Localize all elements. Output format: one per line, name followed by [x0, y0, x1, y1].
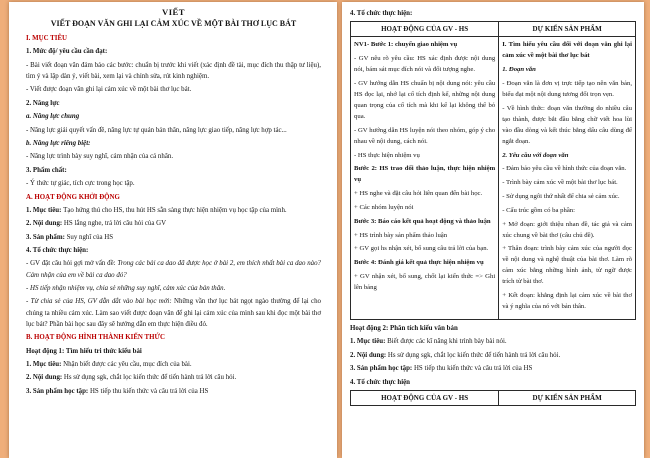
- text-run: Tạo hứng thú cho HS, thu hút HS sẵn sàng thực hiện nhiệm vụ học tập của mình.: [63, 206, 287, 214]
- text-run: 3. Sản phẩm học tập:: [350, 365, 414, 373]
- paragraph: [350, 363, 636, 374]
- text-run: + HS trình bày sản phẩm thảo luận: [354, 231, 448, 239]
- doc-title: VIẾT: [161, 7, 185, 17]
- paragraph: [26, 60, 321, 82]
- text-run: 1. Mức độ/ yêu cầu cần đạt:: [26, 48, 108, 56]
- text-run: 3. Sản phẩm học tập:: [26, 387, 90, 395]
- paragraph: [354, 53, 495, 75]
- text-run: 2. Nội dung:: [26, 374, 64, 382]
- text-run: - Từ chia sẻ của HS, GV dẫn dắt vào bài học mới:: [26, 298, 174, 306]
- text-run: I. Tìm hiểu yêu cầu đối với đoạn văn ghi lại cảm xúc về một bài thơ lục bát: [502, 41, 632, 60]
- table1-cell-product: [499, 37, 636, 320]
- text-run: 2. Yêu cầu với đoạn văn: [502, 151, 569, 159]
- text-run: - Năng lực trình bày suy nghĩ, cảm nhận của cá nhân.: [26, 153, 174, 161]
- page-right: [342, 2, 644, 458]
- text-run: a. Năng lực chung: [26, 113, 80, 121]
- table2-header-gv-hs: HOẠT ĐỘNG CỦA GV - HS: [351, 390, 499, 405]
- paragraph: [26, 258, 321, 280]
- paragraph: [26, 332, 321, 343]
- text-run: 1. Mục tiêu:: [26, 361, 64, 369]
- paragraph: [354, 257, 495, 268]
- text-run: + Kết đoạn: khẳng định lại cảm xúc về bài thơ và ý nghĩa của nó với bản thân.: [502, 292, 632, 311]
- table1-header-gv-hs: HOẠT ĐỘNG CỦA GV - HS: [351, 22, 499, 37]
- text-run: HS tiếp thu kiến thức và câu trả lời của HS: [413, 365, 533, 373]
- paragraph: [354, 216, 495, 227]
- text-run: - Năng lực giải quyết vấn đề, năng lực tự quản bản thân, năng lực giao tiếp, năng lực hợp tác...: [26, 126, 287, 134]
- paragraph: [502, 150, 632, 161]
- paragraph: [502, 39, 632, 61]
- text-run: - GV hướng dẫn HS luyện nói theo nhóm, góp ý cho nhau về nội dung, cách nói.: [354, 126, 496, 145]
- text-run: Bước 4: Đánh giá kết quả thực hiện nhiệm vụ: [354, 259, 484, 267]
- paragraph: [26, 218, 321, 229]
- paragraph: [354, 271, 495, 293]
- paragraph: [26, 372, 321, 383]
- text-run: 3. Phẩm chất:: [26, 166, 67, 174]
- text-run: - Ý thức tự giác, tích cực trong học tập.: [26, 180, 135, 188]
- text-run: + GV gọi hs nhận xét, bổ sung câu trả lời của bạn.: [354, 245, 489, 253]
- text-run: Biết được các kĩ năng khi trình bày bài nói.: [387, 338, 507, 346]
- paragraph: [26, 33, 321, 44]
- paragraph: [502, 243, 632, 287]
- text-run: - Đảm bảo yêu cầu về hình thức của đoạn văn.: [502, 165, 627, 173]
- table1-cell-gv-hs: [351, 37, 499, 320]
- text-run: - GV hướng dẫn HS chuẩn bị nội dung nói: yêu cầu HS đọc lại, nhớ lại cổ tích định kể, những nội dung quan trọng của cổ tích mà khi kể lại không thể bỏ qua.: [354, 79, 496, 120]
- paragraph: [26, 232, 321, 243]
- paragraph: [350, 350, 636, 361]
- text-run: 1. Mục tiêu:: [26, 206, 64, 214]
- text-run: B. HOẠT ĐỘNG HÌNH THÀNH KIẾN THỨC: [26, 334, 165, 342]
- text-run: + Mở đoạn: giới thiệu nhan đề, tác giả và cảm xúc chung về bài thơ (câu chủ đề).: [502, 220, 632, 239]
- paragraph: [26, 46, 321, 57]
- paragraph: [354, 202, 495, 213]
- text-run: b. Năng lực riêng biệt:: [26, 139, 91, 147]
- text-run: + GV nhận xét, bổ sung, chốt lại kiến thức => Ghi lên bảng: [354, 272, 496, 291]
- paragraph: [26, 111, 321, 122]
- text-run: NV1- Bước 1: chuyển giao nhiệm vụ: [354, 41, 458, 49]
- paragraph: [502, 205, 632, 216]
- text-run: - HS tiếp nhận nhiệm vụ, chia sẻ những suy nghĩ, cảm xúc của bản thân.: [26, 285, 226, 293]
- text-run: - Cấu trúc gồm có ba phần:: [502, 206, 575, 214]
- text-run: - Về hình thức: đoạn văn thường do nhiều câu tạo thành, được bắt đầu bằng chữ viết hoa lùi vào đầu dòng và kết thúc bằng dấu câu dùng để ngắt đoạn.: [502, 104, 632, 145]
- text-run: Hs sử dụng sgk, chắt lọc kiến thức để tiến hành trả lời câu hỏi.: [63, 374, 237, 382]
- paragraph: [26, 165, 321, 176]
- paragraph: [354, 125, 495, 147]
- text-run: 2. Nội dung:: [26, 220, 64, 228]
- text-run: Những vần thơ lục bát ngọt ngào thường để lại cho chúng ta nhiều cảm xúc. Làm sao viết được đoạn văn để ghi lại cảm xúc của mình sau khi đọc một bài thơ lục bát? Phần bài học sau đây sẽ hướng dẫn em thực hiện điều đó.: [26, 298, 321, 328]
- text-run: 4. Tổ chức thực hiện:: [26, 247, 89, 255]
- paragraph: [502, 78, 632, 100]
- text-run: - GV nêu rõ yêu cầu: HS xác định được nội dung nói, bám sát mục đích nói và đối tượng nghe.: [354, 55, 496, 74]
- text-run: Suy nghĩ của HS: [66, 233, 114, 241]
- table1-body-row: [351, 37, 636, 320]
- text-run: - HS thực hiện nhiệm vụ: [354, 151, 420, 159]
- paragraph: [502, 177, 632, 188]
- table2-header-row: [351, 390, 636, 405]
- text-run: HS lắng nghe, trả lời câu hỏi của GV: [63, 220, 167, 228]
- text-run: - Trình bày cảm xúc về một bài thơ lục bát.: [502, 179, 618, 187]
- table1-header-product: DỰ KIẾN SẢN PHẨM: [499, 22, 636, 37]
- text-run: 4. Tổ chức thực hiện: [350, 378, 411, 386]
- paragraph: [354, 163, 495, 185]
- text-run: Nhận biết được các yêu cầu, mục đích của bài.: [63, 361, 192, 369]
- paragraph: [26, 138, 321, 149]
- paragraph: [354, 243, 495, 254]
- text-run: + Thân đoạn: trình bày cảm xúc của người đọc về nội dung và nghệ thuật của bài thơ. Làm rõ cảm xúc bằng những hình ảnh, từ ngữ được trích từ bài thơ.: [502, 245, 632, 286]
- paragraph: [502, 163, 632, 174]
- doc-subtitle: VIẾT ĐOẠN VĂN GHI LẠI CẢM XÚC VỀ MỘT BÀI THƠ LỤC BÁT: [50, 19, 297, 28]
- paragraph: [502, 191, 632, 202]
- paragraph: [26, 84, 321, 95]
- paragraph: [354, 39, 495, 50]
- paragraph: [26, 125, 321, 136]
- text-run: Bước 3: Báo cáo kết quả hoạt động và thảo luận: [354, 217, 491, 225]
- text-run: Hoạt động 1: Tìm hiểu tri thức kiểu bài: [26, 347, 142, 355]
- paragraph: [350, 336, 636, 347]
- paragraph: [350, 377, 636, 388]
- text-run: 1. Đoạn văn: [502, 66, 536, 74]
- text-run: 2. Năng lực: [26, 99, 60, 107]
- paragraph: [502, 103, 632, 147]
- paragraph: [26, 296, 321, 330]
- activity-table-1: [350, 21, 636, 320]
- right-page-top: [350, 8, 636, 19]
- text-run: - Sử dụng ngôi thứ nhất để chia sẻ cảm xúc.: [502, 192, 620, 200]
- paragraph: [26, 346, 321, 357]
- text-run: 1. Mục tiêu:: [350, 338, 388, 346]
- paragraph: [26, 192, 321, 203]
- text-run: 2. Nội dung:: [350, 351, 388, 359]
- text-run: + HS nghe và đặt câu hỏi liên quan đến bài học.: [354, 190, 483, 198]
- left-page-body: [26, 33, 321, 397]
- paragraph: [354, 188, 495, 199]
- paragraph: [350, 323, 636, 334]
- activity-table-2: [350, 390, 636, 406]
- text-run: HS tiếp thu kiến thức và câu trả lời của HS: [89, 387, 209, 395]
- paragraph: [26, 359, 321, 370]
- text-run: Bước 2: HS trao đổi thảo luận, thực hiện nhiệm vụ: [354, 165, 496, 184]
- paragraph: [26, 178, 321, 189]
- right-page-after-table: [350, 323, 636, 388]
- text-run: 3. Sản phẩm:: [26, 233, 67, 241]
- text-run: - Đoạn văn là đơn vị trực tiếp tạo nên văn bản, biểu đạt một nội dung tương đối trọn vẹn.: [502, 79, 632, 98]
- paragraph: [26, 98, 321, 109]
- paragraph: [26, 151, 321, 162]
- paragraph: [502, 219, 632, 241]
- paragraph: [350, 8, 636, 19]
- page-left: [9, 2, 337, 458]
- paragraph: [354, 78, 495, 122]
- paragraph: [26, 283, 321, 294]
- text-run: - Viết được đoạn văn ghi lại cảm xúc về một bài thơ lục bát.: [26, 86, 192, 94]
- text-run: Hoạt động 2: Phân tích kiểu văn bản: [350, 324, 458, 332]
- text-run: - GV đặt câu hỏi gợi mở vấn đề:: [26, 260, 118, 268]
- text-run: - Bài viết đoạn văn đảm bảo các bước: chuẩn bị trước khi viết (xác định đề tài, mục đích thu thập tư liệu), tìm ý và lập dàn ý, viết bài, xem lại và chỉnh sửa, rút kinh nghiệm.: [26, 61, 321, 80]
- paragraph: [354, 230, 495, 241]
- paragraph: [26, 386, 321, 397]
- text-run: A. HOẠT ĐỘNG KHỞI ĐỘNG: [26, 193, 120, 201]
- table2-header-product: DỰ KIẾN SẢN PHẨM: [499, 390, 636, 405]
- text-run: I. MỤC TIÊU: [26, 35, 68, 42]
- text-run: Trong các bài ca dao đã được học ở bài 2, em thích nhất bài ca dao nào? Cảm nhận của em về bài ca dao đó?: [26, 260, 321, 279]
- text-run: + Các nhóm luyện nói: [354, 203, 414, 211]
- text-run: Hs sử dụng sgk, chắt lọc kiến thức để tiến hành trả lời câu hỏi.: [387, 351, 561, 359]
- paragraph: [26, 205, 321, 216]
- paragraph: [26, 245, 321, 256]
- paragraph: [502, 64, 632, 75]
- paragraph: [502, 290, 632, 312]
- text-run: 4. Tổ chức thực hiện:: [350, 10, 413, 17]
- paragraph: [354, 150, 495, 161]
- table1-header-row: [351, 22, 636, 37]
